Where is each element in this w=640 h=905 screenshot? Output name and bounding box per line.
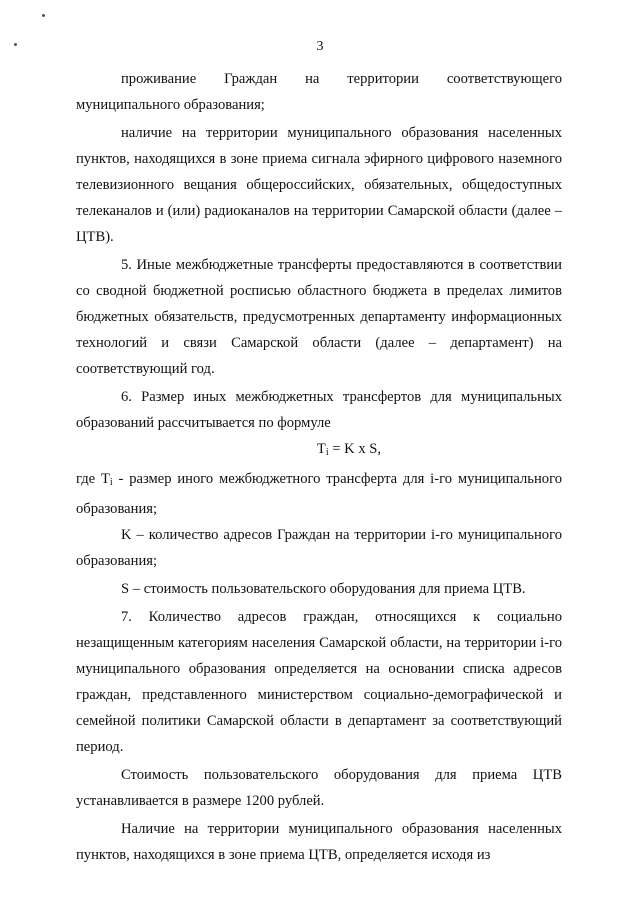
definition-subscript: i [109,477,113,488]
paragraph [76,466,562,522]
definition-rest: - размер иного межбюджетного трансферта для i-го муниципального образования; [76,471,562,517]
paragraph: K – количество адресов Граждан на территории i-го муниципального образования; [76,527,562,569]
definition-start: где T [76,471,110,487]
document-body [76,66,562,868]
paragraph: проживание Граждан на территории соответствующего муниципального образования; [76,71,562,113]
paragraph: Стоимость пользовательского оборудования для приема ЦТВ устанавливается в размере 1200 рублей. [76,767,562,809]
formula-subscript: i [325,447,329,458]
formula-t: T [316,441,326,457]
page-number: 3 [316,39,324,54]
formula-rest: = K x S, [328,441,382,457]
paragraph: 7. Количество адресов граждан, относящихся к социально незащищенным категориям населения Самарской области, на территории i-го муниципального образования определяется на основании списка адресов граждан, представленного министерством социально-демографической и семейной политики Самарской области в департамент за соответствующий период. [76,609,562,755]
scan-speck [42,14,45,17]
paragraph: 5. Иные межбюджетные трансферты предоставляются в соответствии со сводной бюджетной росписью областного бюджета в пределах лимитов бюджетных обязательств, предусмотренных департаменту информационных технологий и связи Самарской области (далее – департамент) на соответствующий год. [76,257,562,377]
paragraph: Наличие на территории муниципального образования населенных пунктов, находящихся в зоне приема ЦТВ, определяется исходя из [76,821,562,863]
paragraph: S – стоимость пользовательского оборудования для приема ЦТВ. [121,581,526,597]
formula [76,436,562,466]
paragraph: 6. Размер иных межбюджетных трансфертов для муниципальных образований рассчитывается по формуле [76,389,562,431]
paragraph: наличие на территории муниципального образования населенных пунктов, находящихся в зоне приема сигнала эфирного цифрового наземного телевизионного вещания общероссийских, обязательных, общедоступных телеканалов и (или) радиоканалов на территории Самарской области (далее – ЦТВ). [76,125,562,245]
